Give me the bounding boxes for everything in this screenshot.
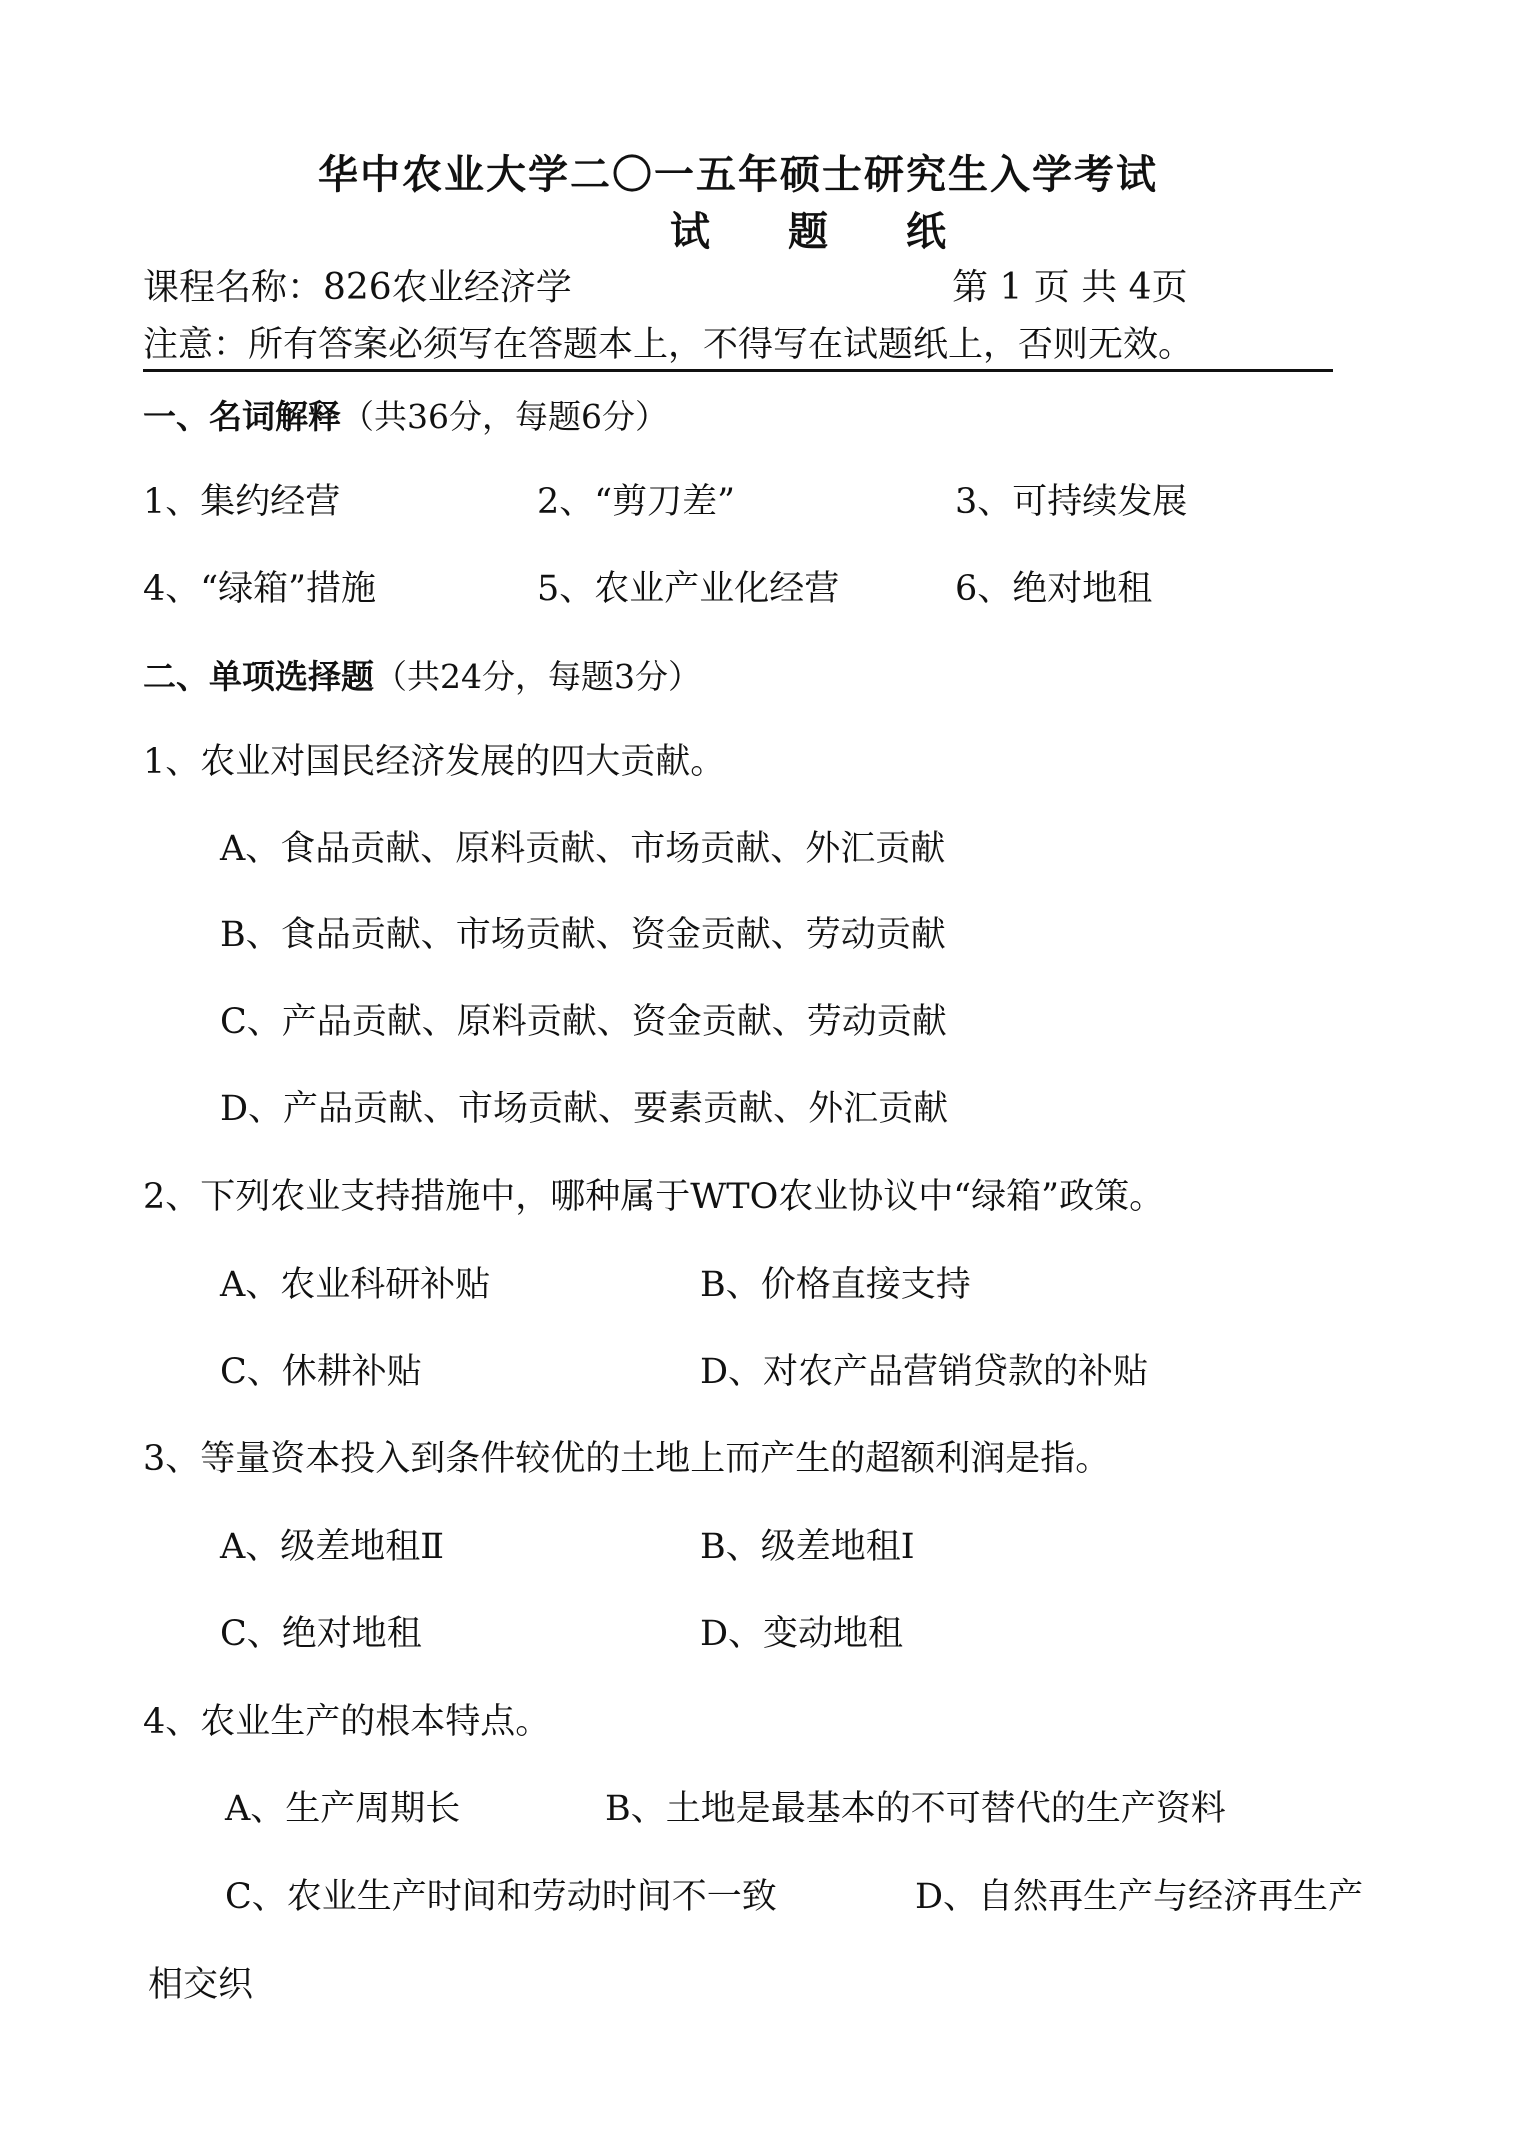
question-option: A、食品贡献、原料贡献、市场贡献、外汇贡献 (220, 829, 946, 869)
question-stem: 2、下列农业支持措施中，哪种属于WTO农业协议中“绿箱”政策。 (143, 1177, 1165, 1217)
term-item: 1、集约经营 (143, 482, 341, 522)
question-option: A、生产周期长 (225, 1789, 461, 1829)
question-option: B、食品贡献、市场贡献、资金贡献、劳动贡献 (220, 915, 946, 955)
question-option: D、对农产品营销贷款的补贴 (700, 1352, 1149, 1392)
question-stem: 1、农业对国民经济发展的四大贡献。 (143, 742, 726, 782)
question-option: C、休耕补贴 (220, 1352, 422, 1392)
section-title: 二、单项选择题 (143, 657, 374, 696)
section-heading (143, 657, 701, 696)
subtitle-char: 试 (670, 209, 712, 255)
exam-notice: 注意：所有答案必须写在答题本上，不得写在试题纸上，否则无效。 (143, 328, 1333, 372)
question-stem: 4、农业生产的根本特点。 (143, 1702, 551, 1742)
question-option: C、农业生产时间和劳动时间不一致 (225, 1877, 777, 1917)
question-option: D、自然再生产与经济再生产 (915, 1877, 1364, 1917)
section-title: 一、名词解释 (143, 397, 341, 436)
section-score: （共36分，每题6分） (341, 397, 668, 436)
term-item: 3、可持续发展 (955, 482, 1188, 522)
page-info: 第 1 页 共 4页 (952, 267, 1188, 308)
question-stem: 3、等量资本投入到条件较优的土地上而产生的超额利润是指。 (143, 1439, 1111, 1479)
section-score: （共24分，每题3分） (374, 657, 701, 696)
question-option: C、产品贡献、原料贡献、资金贡献、劳动贡献 (220, 1002, 947, 1042)
exam-subtitle (632, 209, 986, 255)
question-option-continuation: 相交织 (148, 1965, 254, 2005)
question-option: D、变动地租 (700, 1614, 904, 1654)
question-option: B、价格直接支持 (700, 1265, 971, 1305)
question-option: D、产品贡献、市场贡献、要素贡献、外汇贡献 (220, 1089, 949, 1129)
question-option: B、级差地租Ⅰ (700, 1527, 915, 1567)
term-item: 4、“绿箱”措施 (143, 569, 377, 609)
question-option: C、绝对地租 (220, 1614, 422, 1654)
term-item: 2、“剪刀差” (537, 482, 736, 522)
question-option: A、农业科研补贴 (220, 1265, 491, 1305)
subtitle-char: 纸 (906, 209, 948, 255)
course-name: 课程名称：826农业经济学 (143, 267, 572, 308)
term-item: 5、农业产业化经营 (537, 569, 840, 609)
term-item: 6、绝对地租 (955, 569, 1153, 609)
exam-title: 华中农业大学二〇一五年硕士研究生入学考试 (318, 152, 1158, 198)
subtitle-char: 题 (788, 209, 830, 255)
question-option: A、级差地租Ⅱ (220, 1527, 445, 1567)
question-option: B、土地是最基本的不可替代的生产资料 (605, 1789, 1226, 1829)
section-heading (143, 397, 668, 436)
